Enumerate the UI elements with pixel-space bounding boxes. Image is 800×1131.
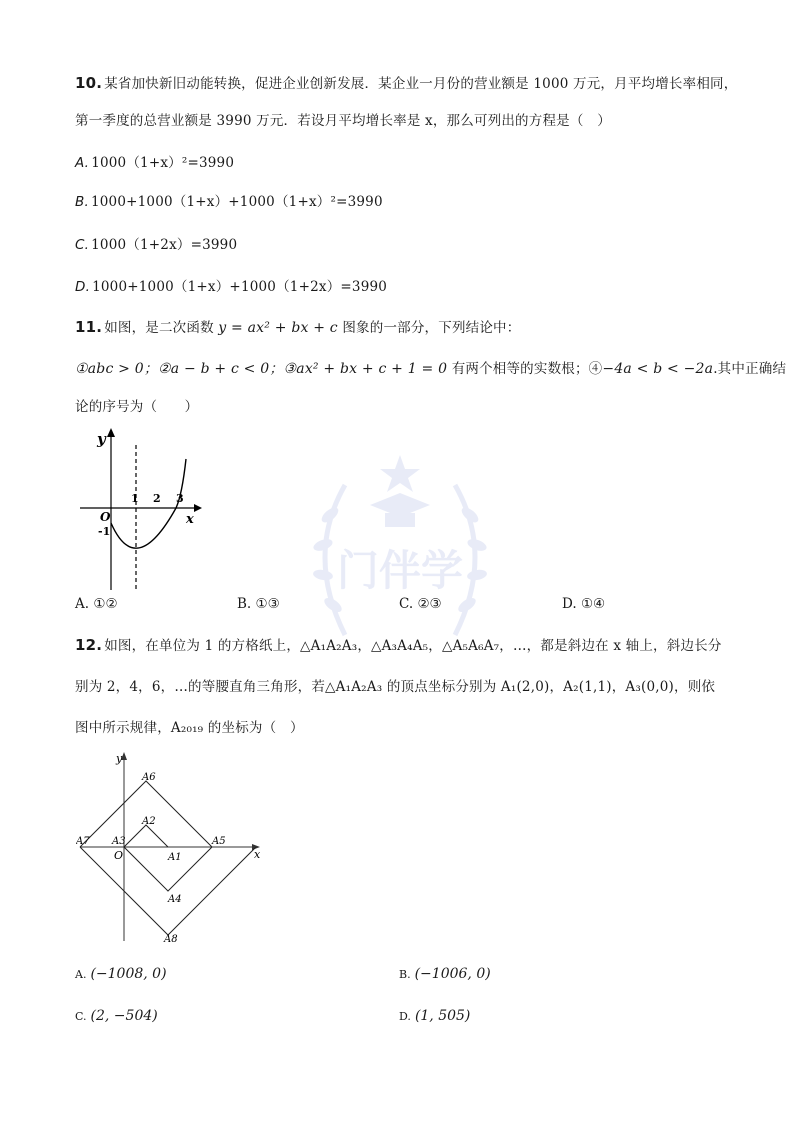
q10-number: 10. [75, 74, 103, 92]
q12-label-a8: A8 [164, 934, 178, 944]
q11-y-arrow [107, 428, 115, 437]
q11-label-y: y [97, 430, 106, 448]
q10-line1: 10. 某省加快新旧动能转换，促进企业创新发展．某企业一月份的营业额是 1000 万元，月平均增长率相同， [75, 74, 738, 92]
q11-parabola-curve [111, 459, 186, 548]
q12-label-a7: A7 [76, 836, 90, 847]
q10-option-a[interactable]: A. 1000（1+x）²=3990 [75, 155, 235, 171]
q12-triangles-diagram [76, 748, 272, 944]
q12-label-a3: A3 [112, 836, 126, 847]
q11-option-d[interactable]: D. ①④ [562, 596, 606, 612]
q11-option-c[interactable]: C. ②③ [399, 596, 442, 612]
q11-label-neg1: -1 [98, 525, 111, 538]
q12-label-origin: O [114, 849, 124, 862]
q10-option-d[interactable]: D. 1000+1000（1+x）+1000（1+2x）=3990 [75, 279, 388, 295]
q12-label-a6: A6 [142, 772, 156, 783]
q11-line3: 论的序号为（ ） [75, 399, 199, 415]
q11-option-b[interactable]: B. ①③ [237, 596, 280, 612]
q12-number: 12. [75, 636, 103, 654]
q12-triangle-a1a2a3 [124, 825, 168, 847]
q11-tick-3: 3 [176, 492, 184, 505]
q12-label-a1: A1 [168, 852, 182, 863]
watermark-text: 门伴学 [336, 546, 464, 595]
q12-option-c[interactable]: C. (2, −504) [75, 1008, 158, 1024]
q10-option-b[interactable]: B. 1000+1000（1+x）+1000（1+x）²=3990 [75, 194, 383, 210]
q12-triangle-a5a6a7 [80, 781, 212, 847]
q12-line2: 别为 2，4，6，…的等腰直角三角形，若△A₁A₂A₃ 的顶点坐标分别为 A₁(2,0)，A₂(1,1)，A₃(0,0)，则依 [75, 679, 716, 695]
q11-tick-2: 2 [153, 492, 161, 505]
q12-line1: 12. 如图，在单位为 1 的方格纸上，△A₁A₂A₃，△A₃A₄A₅，△A₅A₆A₇，…，都是斜边在 x 轴上，斜边长分 [75, 636, 722, 654]
q11-tick-1: 1 [131, 492, 139, 505]
q11-option-a[interactable]: A. ①② [75, 596, 118, 612]
q12-line3: 图中所示规律，A₂₀₁₉ 的坐标为（ ） [75, 720, 304, 736]
q12-label-a2: A2 [142, 816, 156, 827]
q12-option-d[interactable]: D. (1, 505) [399, 1008, 471, 1024]
q11-label-origin: O [100, 510, 111, 524]
q10-line2: 第一季度的总营业额是 3990 万元．若设月平均增长率是 x，那么可列出的方程是（ ） [75, 113, 611, 129]
q12-label-y: y [116, 752, 123, 765]
q11-number: 11. [75, 318, 103, 336]
q12-label-x: x [254, 848, 261, 861]
q11-line1: 11. 如图，是二次函数 y = ax² + bx + c 图象的一部分，下列结论中： [75, 318, 521, 336]
q10-option-c[interactable]: C. 1000（1+2x）=3990 [75, 237, 238, 253]
q12-option-a[interactable]: A. (−1008, 0) [75, 966, 167, 982]
q12-label-a5: A5 [212, 836, 226, 847]
q11-x-arrow [194, 504, 202, 512]
q12-option-b[interactable]: B. (−1006, 0) [399, 966, 491, 982]
q11-label-x: x [186, 512, 194, 527]
q11-parabola-graph [78, 425, 208, 595]
q12-label-a4: A4 [168, 894, 182, 905]
q11-function: y = ax² + bx + c [218, 320, 338, 336]
q11-conditions: ①abc > 0；②a − b + c < 0；③ax² + bx + c + 1 = 0 有两个相等的实数根；④−4a < b < −2a.其中正确结 [75, 361, 787, 377]
